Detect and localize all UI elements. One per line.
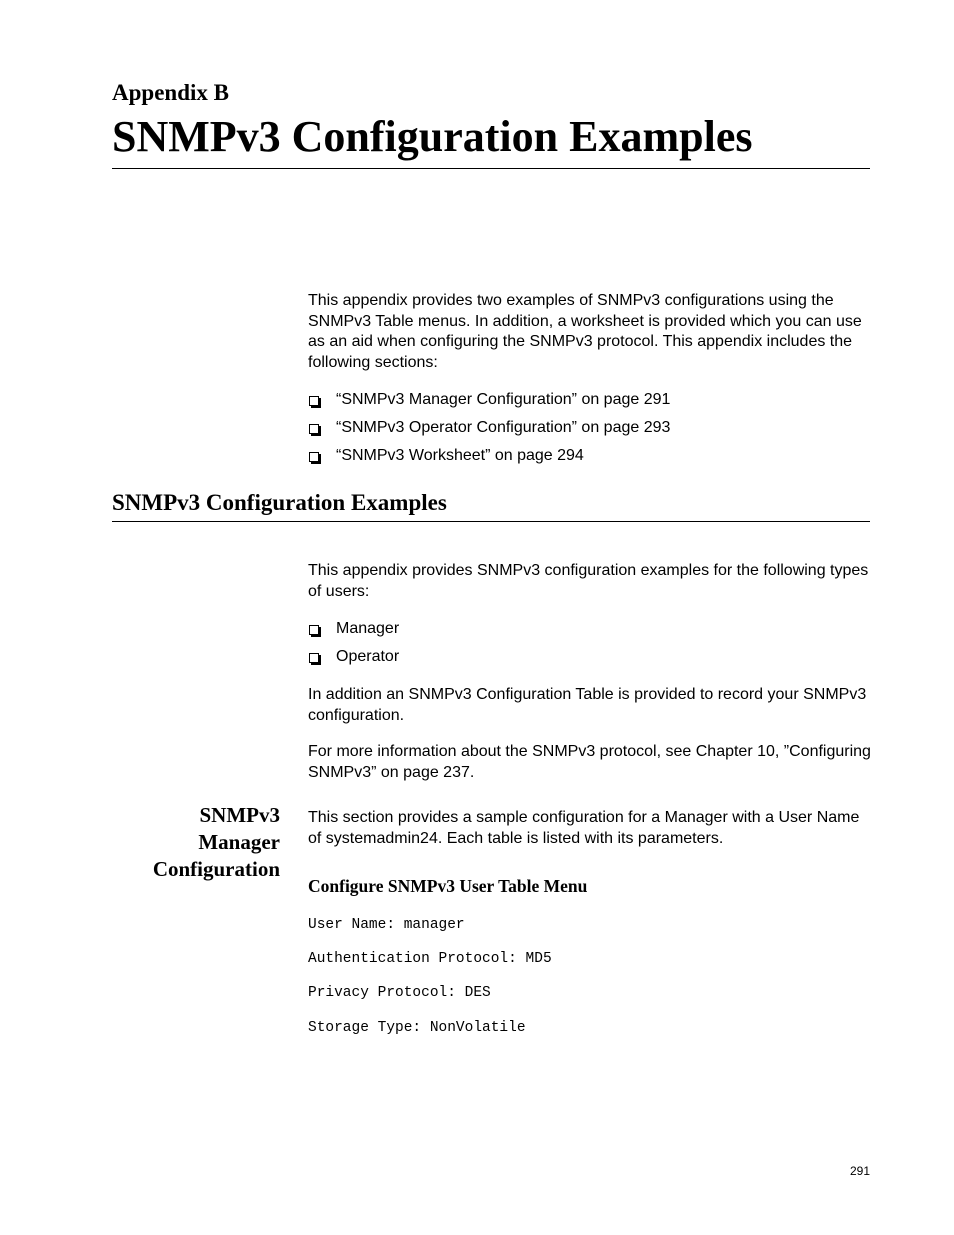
appendix-label: Appendix B: [112, 80, 229, 105]
page-number: 291: [849, 1164, 870, 1178]
section-link-manager: “SNMPv3 Manager Configuration” on page 291: [336, 391, 671, 408]
title-divider: [112, 168, 870, 169]
section-intro-paragraph: This appendix provides SNMPv3 configuration examples for the following types of users:: [308, 562, 869, 600]
user-type-operator: Operator: [336, 648, 400, 665]
checkbox-bullet-icon: [309, 396, 319, 406]
manager-paragraph: This section provides a sample configuration for a Manager with a User Name of systemadmin24. Each table is listed with its parameters.: [308, 809, 860, 847]
list-item: [308, 647, 872, 675]
manager-side-heading: [112, 802, 280, 883]
list-item: [308, 418, 872, 446]
list-item: [308, 619, 872, 647]
section-list: [308, 390, 872, 474]
addition-paragraph: In addition an SNMPv3 Configuration Table is provided to record your SNMPv3 configuration.: [308, 686, 867, 724]
side-heading-line: Manager: [198, 830, 280, 854]
list-item: [308, 446, 872, 474]
side-heading-line: SNMPv3: [199, 803, 280, 827]
code-privacy-protocol: Privacy Protocol: DES: [308, 985, 491, 1001]
section-link-worksheet: “SNMPv3 Worksheet” on page 294: [336, 447, 584, 464]
side-heading-line: Configuration: [152, 857, 280, 881]
checkbox-bullet-icon: [309, 625, 319, 635]
code-user-name: User Name: manager: [308, 917, 465, 933]
intro-paragraph: This appendix provides two examples of SNMPv3 configurations using the SNMPv3 Table menus. In addition, a worksheet is provided which you can use as an aid when configuring the SNMPv3 protocol. This appendix includes the following sections:: [308, 292, 862, 371]
page-title: SNMPv3 Configuration Examples: [112, 112, 753, 161]
code-auth-protocol: Authentication Protocol: MD5: [308, 951, 552, 967]
user-type-manager: Manager: [336, 620, 400, 637]
checkbox-bullet-icon: [309, 653, 319, 663]
list-item: [308, 390, 872, 418]
checkbox-bullet-icon: [309, 424, 319, 434]
section-link-operator: “SNMPv3 Operator Configuration” on page 293: [336, 419, 671, 436]
section-heading: SNMPv3 Configuration Examples: [112, 490, 447, 515]
code-storage-type: Storage Type: NonVolatile: [308, 1020, 526, 1036]
user-type-list: [308, 619, 872, 675]
more-info-paragraph: For more information about the SNMPv3 protocol, see Chapter 10, ”Configuring SNMPv3” on page 237.: [308, 743, 871, 781]
user-table-sub-heading: Configure SNMPv3 User Table Menu: [308, 876, 588, 896]
section-divider: [112, 521, 870, 522]
checkbox-bullet-icon: [309, 452, 319, 462]
